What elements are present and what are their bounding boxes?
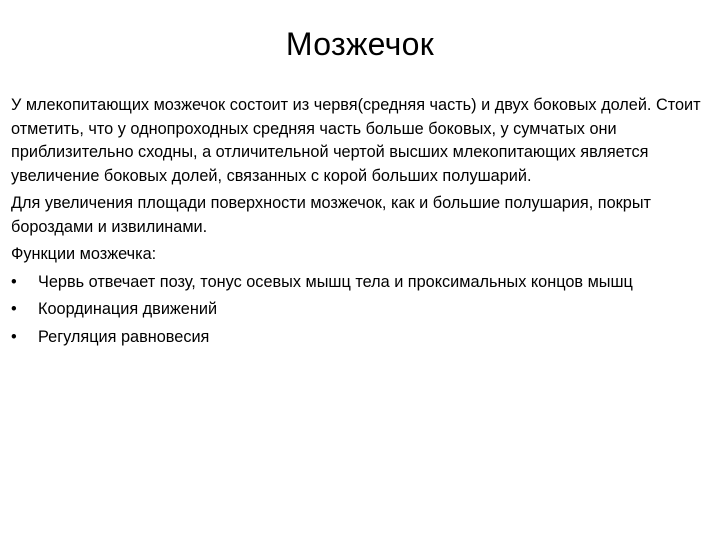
list-item-text: Червь отвечает позу, тонус осевых мышц тела и проксимальных концов мышц — [38, 272, 633, 291]
bullet-icon: • — [11, 327, 17, 346]
functions-list — [11, 271, 717, 350]
slide-body — [11, 94, 717, 349]
list-item-text: Координация движений — [38, 300, 218, 318]
list-item — [11, 271, 717, 295]
list-item-text: Регуляция равновесия — [38, 327, 210, 346]
slide-title: Мозжечок — [285, 26, 435, 62]
bullet-icon: • — [11, 272, 17, 291]
paragraph-mammals: У млекопитающих мозжечок состоит из червя(средняя часть) и двух боковых долей. Стоит отметить, что у однопроходных средняя часть больше боковых, у сумчатых они приблизительно сходны, а отличительной чертой высших млекопитающих является увеличение боковых долей, связанных с корой больших полушарий. — [11, 96, 701, 185]
list-item — [11, 298, 717, 322]
bullet-icon: • — [11, 300, 17, 318]
paragraph-surface: Для увеличения площади поверхности мозжечок, как и большие полушария, покрыт бороздами и извилинами. — [11, 194, 652, 236]
paragraph-functions-heading: Функции мозжечка: — [11, 245, 157, 263]
list-item — [11, 326, 717, 350]
